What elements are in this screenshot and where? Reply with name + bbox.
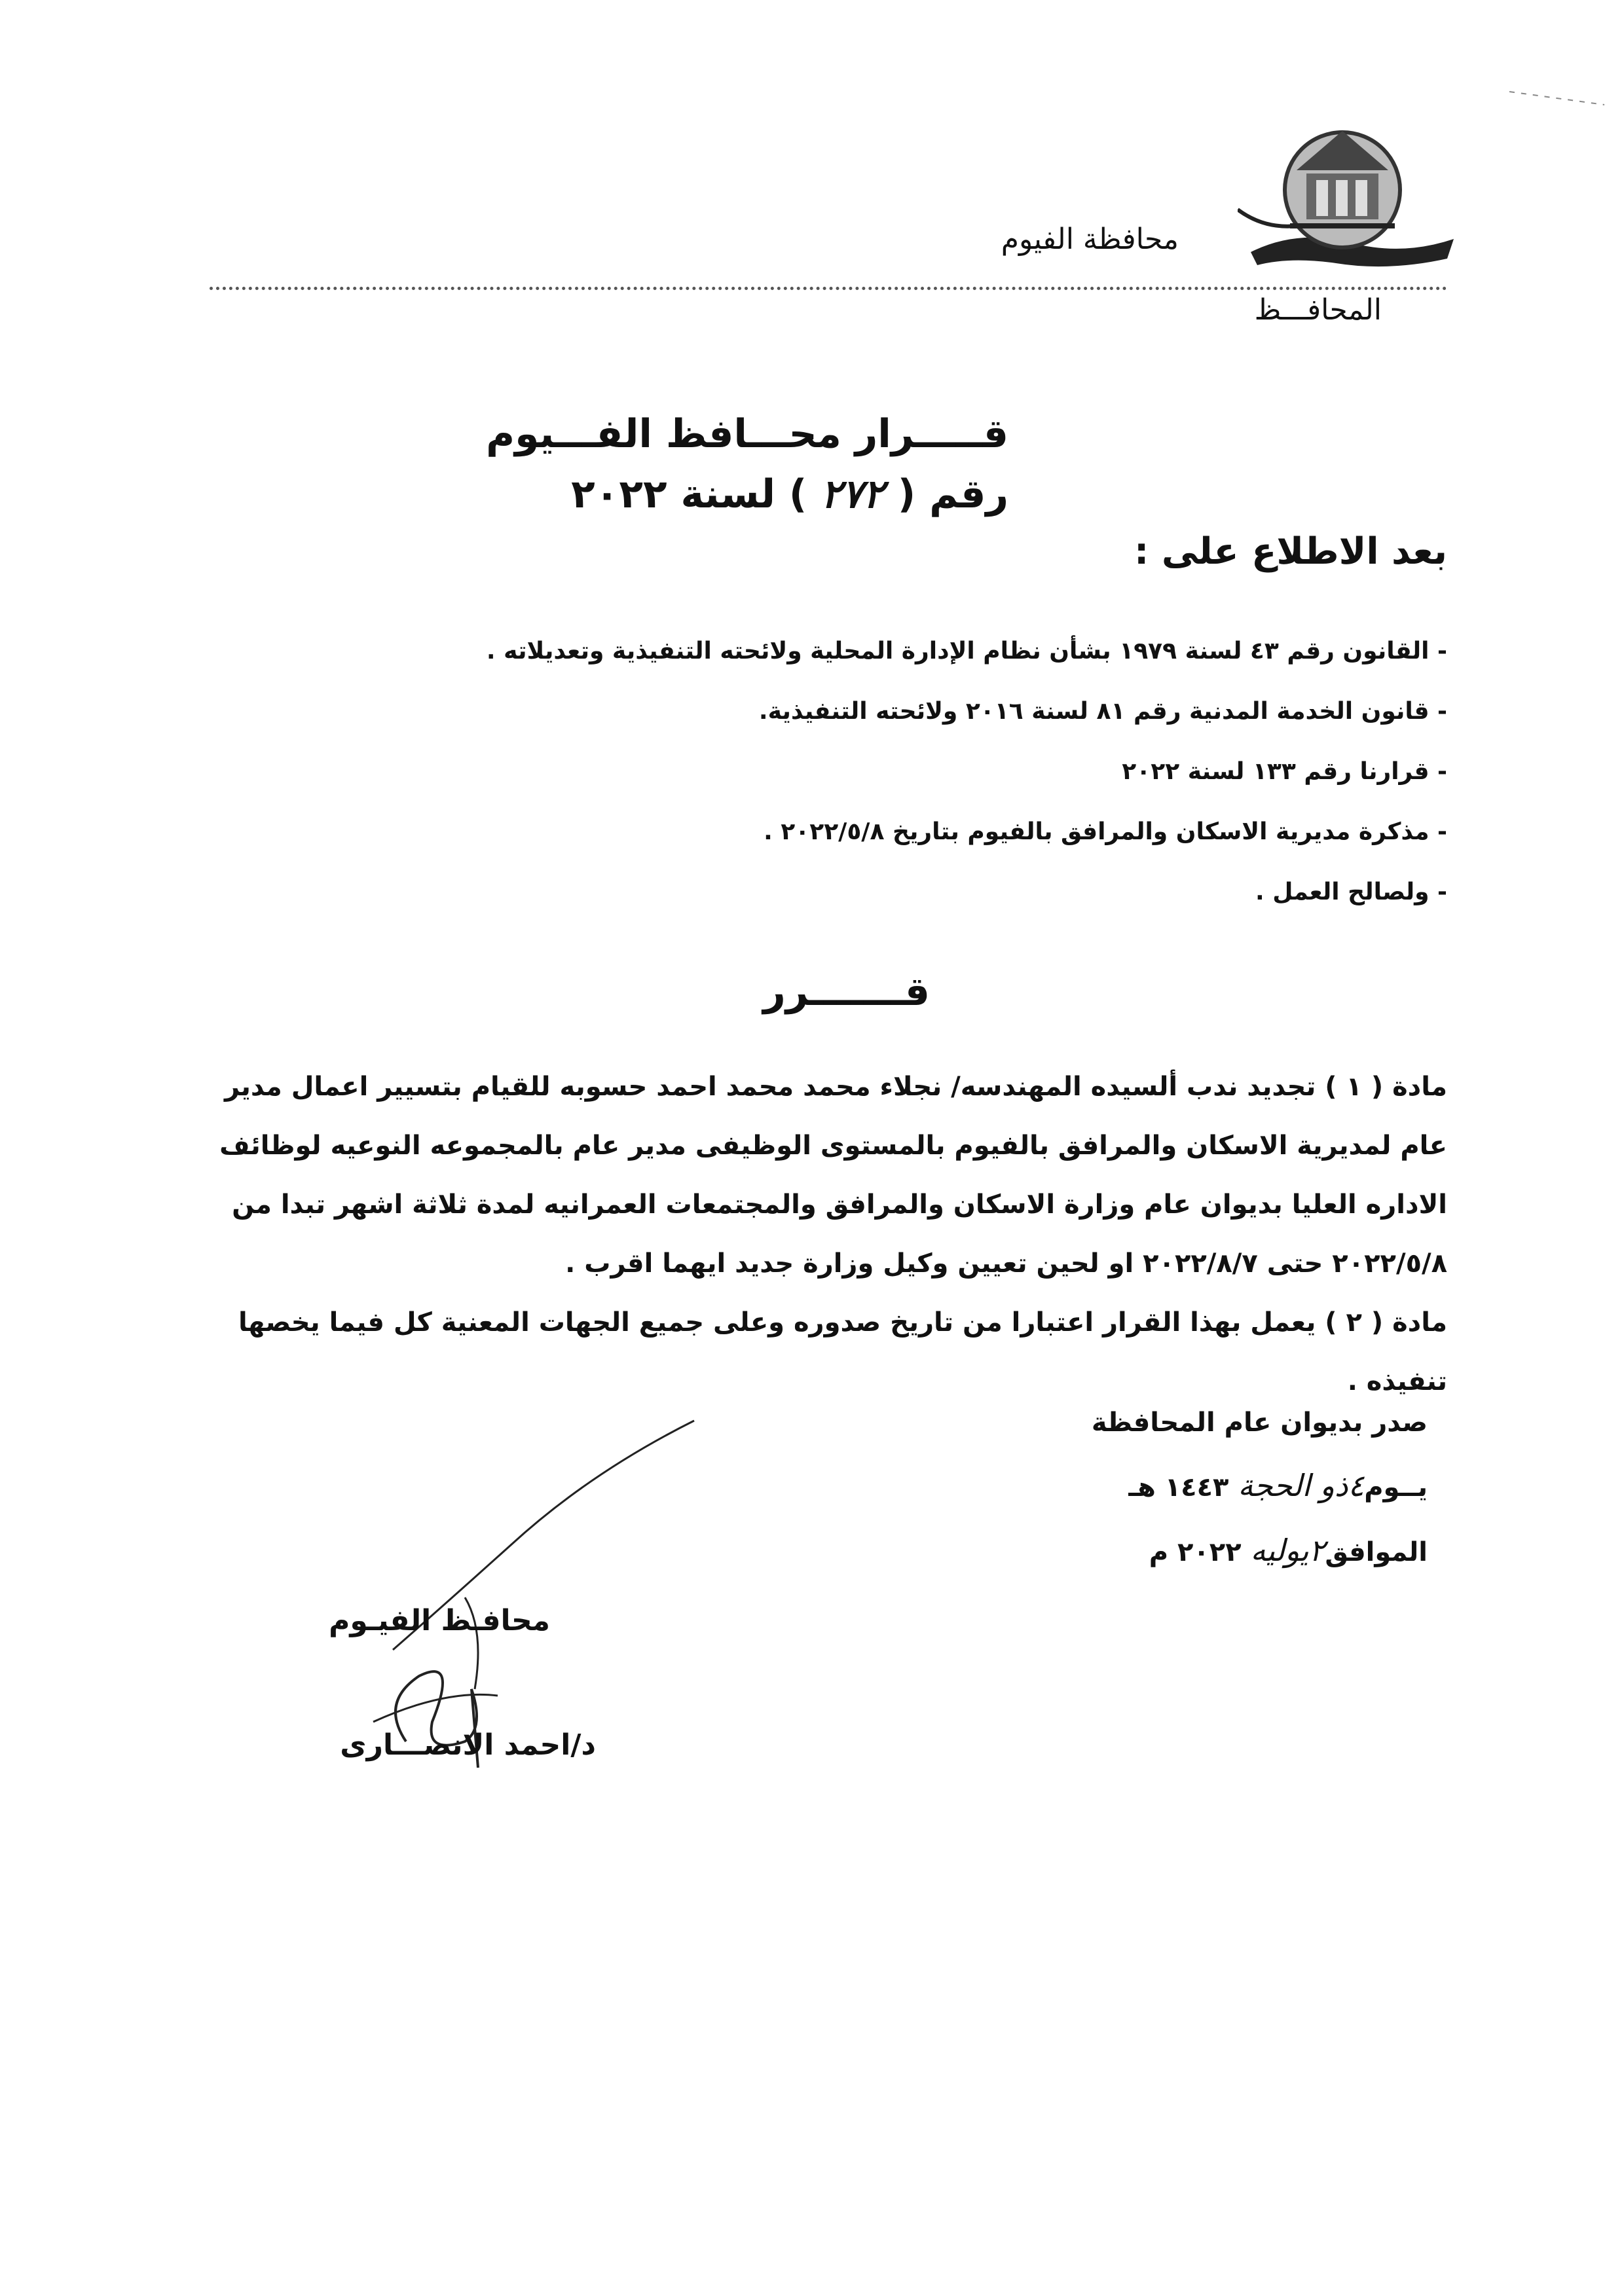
issue-block bbox=[969, 1391, 1428, 1584]
after-review-heading: بعد الاطلاع على : bbox=[1134, 530, 1447, 573]
governorate-emblem-icon bbox=[1238, 111, 1460, 275]
article-1: مادة ( ١ ) تجديد ندب ألسيده المهندسه/ نجلاء محمد محمد احمد حسوبه للقيام بتسيير اعمال مدير عام لمديرية الاسكان والمرافق بالفيوم بالمستوى الوظيفى مدير عام بالمجموعه النوعيه لوظائف الاداره العليا بديوان عام وزارة الاسكان والمرافق والمجتمعات العمرانيه لمدة ثلاثة اشهر تبدا من ٢٠٢٢/٥/٨ حتى ٢٠٢٢/٨/٧ او لحين تعيين وكيل وزارة جديد ايهما اقرب . bbox=[219, 1072, 1447, 1279]
issue-greg-line bbox=[969, 1519, 1428, 1584]
day-label: يــوم bbox=[1364, 1472, 1428, 1503]
signatory-name: د/احمد الانصـــارى bbox=[340, 1728, 596, 1762]
reference-item: - قرارنا رقم ١٣٣ لسنة ٢٠٢٢ bbox=[1122, 758, 1447, 785]
greg-year: ٢٠٢٢ م bbox=[1149, 1537, 1242, 1567]
reference-item: - القانون رقم ٤٣ لسنة ١٩٧٩ بشأن نظام الإدارة المحلية ولائحته التنفيذية وتعديلاته . bbox=[486, 638, 1447, 665]
header-divider bbox=[210, 287, 1447, 290]
issued-at: صدر بديوان عام المحافظة bbox=[1091, 1408, 1428, 1438]
greg-handwritten: ٢يوليه bbox=[1250, 1533, 1325, 1568]
day-handwritten: ٤ذو الحجة bbox=[1238, 1468, 1365, 1503]
articles bbox=[170, 1057, 1447, 1411]
governorate-name: محافظة الفيوم bbox=[1001, 223, 1179, 256]
office-title: المحافـــظ bbox=[1254, 293, 1382, 327]
decree-number-line bbox=[571, 471, 1008, 517]
reference-item: - ولصالح العمل . bbox=[1255, 879, 1447, 905]
decree-number-suffix: ) لسنة ٢٠٢٢ bbox=[571, 471, 807, 517]
signatory-title: محافـظ الفيـوم bbox=[329, 1604, 550, 1637]
article-2: مادة ( ٢ ) يعمل بهذا القرار اعتبارا من تاريخ صدوره وعلى جميع الجهات المعنية كل فيما يخصها تنفيذه . bbox=[238, 1307, 1447, 1396]
decided-heading: قـــــــرر bbox=[763, 969, 930, 1015]
hijri-year: ١٤٤٣ هـ bbox=[1128, 1472, 1229, 1503]
issue-day-line bbox=[969, 1454, 1428, 1519]
scan-mark bbox=[1506, 85, 1611, 111]
decree-title: قـــــرار محـــافظ الفـــيوم bbox=[486, 411, 1008, 457]
decree-number: ٢٧٢ bbox=[821, 471, 884, 517]
references-list bbox=[170, 632, 1447, 933]
handwritten-signature bbox=[314, 1414, 720, 1781]
decree-number-prefix: رقم ( bbox=[897, 471, 1008, 517]
reference-item: - مذكرة مديرية الاسكان والمرافق بالفيوم بتاريخ ٢٠٢٢/٥/٨ . bbox=[764, 818, 1447, 845]
reference-item: - قانون الخدمة المدنية رقم ٨١ لسنة ٢٠١٦ ولائحته التنفيذية. bbox=[758, 698, 1447, 725]
greg-label: الموافق bbox=[1325, 1537, 1428, 1567]
